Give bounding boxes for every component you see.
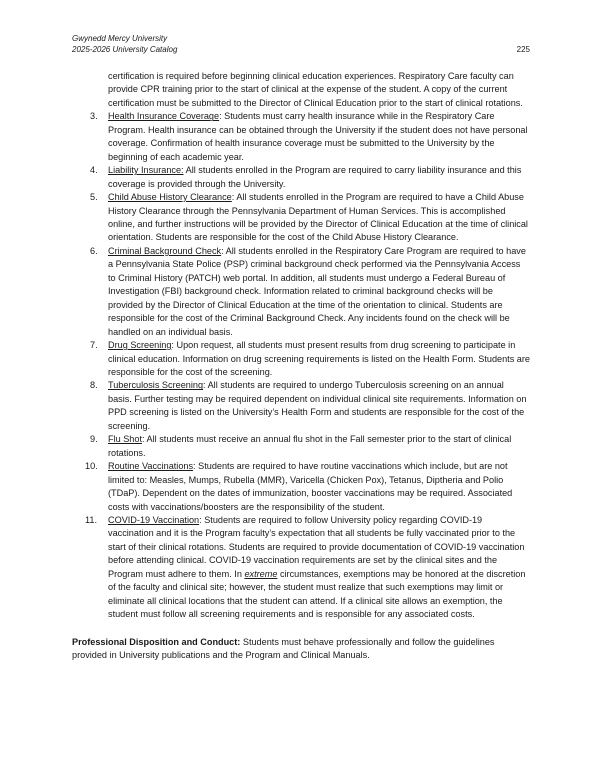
item-title: Drug Screening	[108, 340, 172, 351]
list-item	[72, 460, 530, 514]
catalog-title: 2025-2026 University Catalog	[72, 45, 178, 54]
item-title: Tuberculosis Screening	[108, 380, 204, 391]
item-title: Criminal Background Check	[108, 245, 222, 256]
item-body-continued: circumstances, exemptions may be honored at the discretion of the faculty and clinical site; however, the student must realize that such exemptions may limit or eliminate all clinical locations that the student can attend. If a clinical site allows an exemption, the student must follow all screening requirements and is responsible for any associated costs.	[108, 568, 526, 620]
item-title: Routine Vaccinations	[108, 461, 194, 472]
item-number: 8.	[90, 380, 98, 391]
item-number: 11.	[85, 514, 98, 525]
item-body: : Students are required to follow University policy regarding COVID-19 vaccination and it is the Program faculty’s expectation that all students be fully vaccinated prior to the start of their clinical rotations. Students are required to provide documentation of COVID-19 vaccination before attending clinical. COVID-19 vaccination requirements are set by the clinical sites and the Program must adhere to them. In	[108, 514, 525, 579]
item-number: 6.	[90, 245, 98, 256]
item-body: : Upon request, all students must present results from drug screening to participate in clinical education. Information on drug screening requirements is listed on the Health Form. Students are responsible for the cost of the screening.	[108, 340, 531, 377]
item-title: Child Abuse History Clearance	[108, 192, 232, 203]
item-number: 10.	[85, 461, 98, 472]
item-number: 5.	[90, 192, 98, 203]
list-item	[72, 339, 530, 379]
item-body: : All students enrolled in the Program are required to have a Child Abuse History Clearance through the Pennsylvania Department of Human Services. This is accomplished online, and further instructions will be provided by the Director of Clinical Education at the time of clinical orientation. Students are responsible for the cost of the Child Abuse History Clearance.	[108, 192, 528, 243]
requirements-list	[72, 110, 530, 621]
closing-heading: Professional Disposition and Conduct:	[72, 636, 241, 647]
item-body: : All students must receive an annual flu shot in the Fall semester prior to the start of clinical rotations.	[108, 434, 512, 458]
item-title: Liability Insurance:	[108, 165, 184, 176]
item-body: : All students enrolled in the Respiratory Care Program are required to have a Pennsylvania State Police (PSP) criminal background check performed via the Pennsylvania Access to Criminal History (PATCH) web portal. In addition, all students must undergo a Federal Bureau of Investigation (FBI) background check. Information related to criminal background checks will be provided by the Director of Clinical Education at the time of the orientation to clinical. Students are responsible for the cost of the Criminal Background Check. Any incidents found on the check will be handled on an individual basis.	[108, 245, 526, 337]
item-body: : All students are required to undergo Tuberculosis screening on an annual basis. Further testing may be required dependent on individual clinical site requirements. Information on PPD screening is listed on the University’s Health Form and students are responsible for the cost of the screening.	[108, 380, 527, 431]
page-header	[72, 33, 530, 55]
item-title: Flu Shot	[108, 434, 142, 445]
page-body	[72, 70, 530, 672]
list-item	[72, 191, 530, 245]
item-number: 4.	[90, 165, 98, 176]
closing-paragraph	[72, 636, 530, 663]
list-item	[72, 433, 530, 460]
list-item	[72, 514, 530, 622]
item-number: 7.	[90, 340, 98, 351]
list-item	[72, 164, 530, 191]
university-name: Gwynedd Mercy University	[72, 34, 168, 43]
list-item	[72, 110, 530, 164]
list-item	[72, 379, 530, 433]
item-body: : Students must carry health insurance while in the Respiratory Care Program. Health insurance can be obtained through the University if the student does not have personal coverage. Confirmation of health insurance coverage must be submitted to the University by the beginning of each academic year.	[108, 111, 528, 162]
item-title: COVID-19 Vaccination	[108, 514, 200, 525]
item-body: : Students are required to have routine vaccinations which include, but are not limited to: Measles, Mumps, Rubella (MMR), Varicella (Chicken Pox), Tetanus, Diptheria and Polio (TDaP). Dependent on the dates of immunization, booster vaccinations may be required. Associated costs with vaccinations/boosters are the responsibility of the student.	[108, 461, 513, 512]
item-title: Health Insurance Coverage	[108, 111, 220, 122]
page-number: 225	[516, 45, 530, 54]
emphasis-word: extreme	[244, 568, 278, 579]
item-number: 9.	[90, 434, 98, 445]
intro-paragraph: certification is required before beginning clinical education experiences. Respiratory Care faculty can provide CPR training prior to the start of clinical at the expense of the student. A copy of the current certification must be submitted to the Director of Clinical Education prior to the start of clinical rotations.	[108, 71, 523, 108]
list-item	[72, 245, 530, 339]
item-number: 3.	[90, 111, 98, 122]
item-body: All students enrolled in the Program are required to carry liability insurance and this coverage is provided through the University.	[108, 165, 522, 189]
closing-text: Students must behave professionally and follow the guidelines provided in University publications and the Program and Clinical Manuals.	[72, 636, 495, 661]
